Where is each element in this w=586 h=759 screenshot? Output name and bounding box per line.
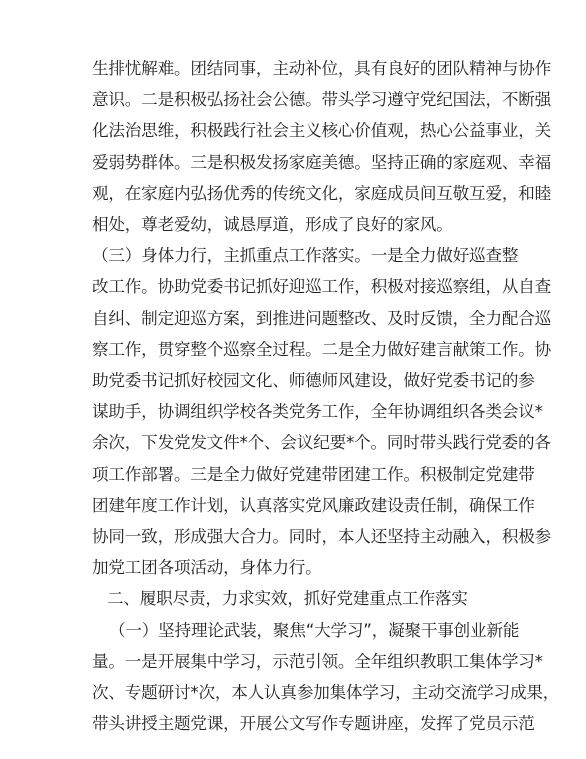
text-line: 生排忧解难。团结同事，主动补位，具有良好的团队精神与协作 (92, 59, 552, 78)
text-line: 项工作部署。三是全力做好党建带团建工作。积极制定党建带 (92, 464, 535, 484)
text-line: 协同一致，形成强大合力。同时，本人还坚持主动融入，积极参 (92, 527, 552, 546)
text-line: 相处，尊老爱幼，诚恳厚道，形成了良好的家风。 (92, 215, 453, 234)
text-line: 次、专题研讨*次，本人认真参加集体学习，主动交流学习成果， (92, 683, 560, 702)
text-line: 察工作，贯穿整个巡察全过程。二是全力做好建言献策工作。协 (92, 339, 552, 359)
text-line: 爱弱势群体。三是积极发扬家庭美德。坚持正确的家庭观、幸福 (92, 152, 552, 172)
text-line: 余次，下发党发文件*个、会议纪要*个。同时带头践行党委的各 (92, 433, 551, 453)
text-line: 化法治思维，积极践行社会主义核心价值观，热心公益事业，关 (92, 121, 552, 141)
text-line: 改工作。协助党委书记抓好迎巡工作，积极对接巡察组，从自查 (92, 277, 552, 297)
text-line: 团建年度工作计划，认真落实党风廉政建设责任制，确保工作 (92, 495, 535, 515)
text-line: 加党工团各项活动，身体力行。 (92, 558, 322, 578)
text-line: 自纠、制定迎巡方案，到推进问题整改、及时反馈，全力配合巡 (92, 308, 552, 328)
text-line: 带头讲授主题党课，开展公文写作专题讲座，发挥了党员示范 (92, 714, 535, 734)
text-line: 谋助手，协调组织学校各类党务工作，全年协调组织各类会议* (92, 402, 543, 422)
text-line: 量。一是开展集中学习，示范引领。全年组织教职工集体学习* (92, 651, 543, 671)
chapter-heading: 二、履职尽责，力求实效，抓好党建重点工作落实 (107, 589, 468, 609)
text-line: 意识。二是积极弘扬社会公德。带头学习遵守党纪国法，不断强 (92, 90, 552, 110)
text-line: 观，在家庭内弘扬优秀的传统文化，家庭成员间互敬互爱，和睦 (92, 183, 552, 203)
section-heading: （三）身体力行，主抓重点工作落实。一是全力做好巡查整 (92, 246, 519, 266)
text-line: 助党委书记抓好校园文化、师德师风建设，做好党委书记的参 (92, 371, 535, 390)
section-heading: （一）坚持理论武装，聚焦“大学习”，凝聚干事创业新能 (109, 620, 520, 640)
